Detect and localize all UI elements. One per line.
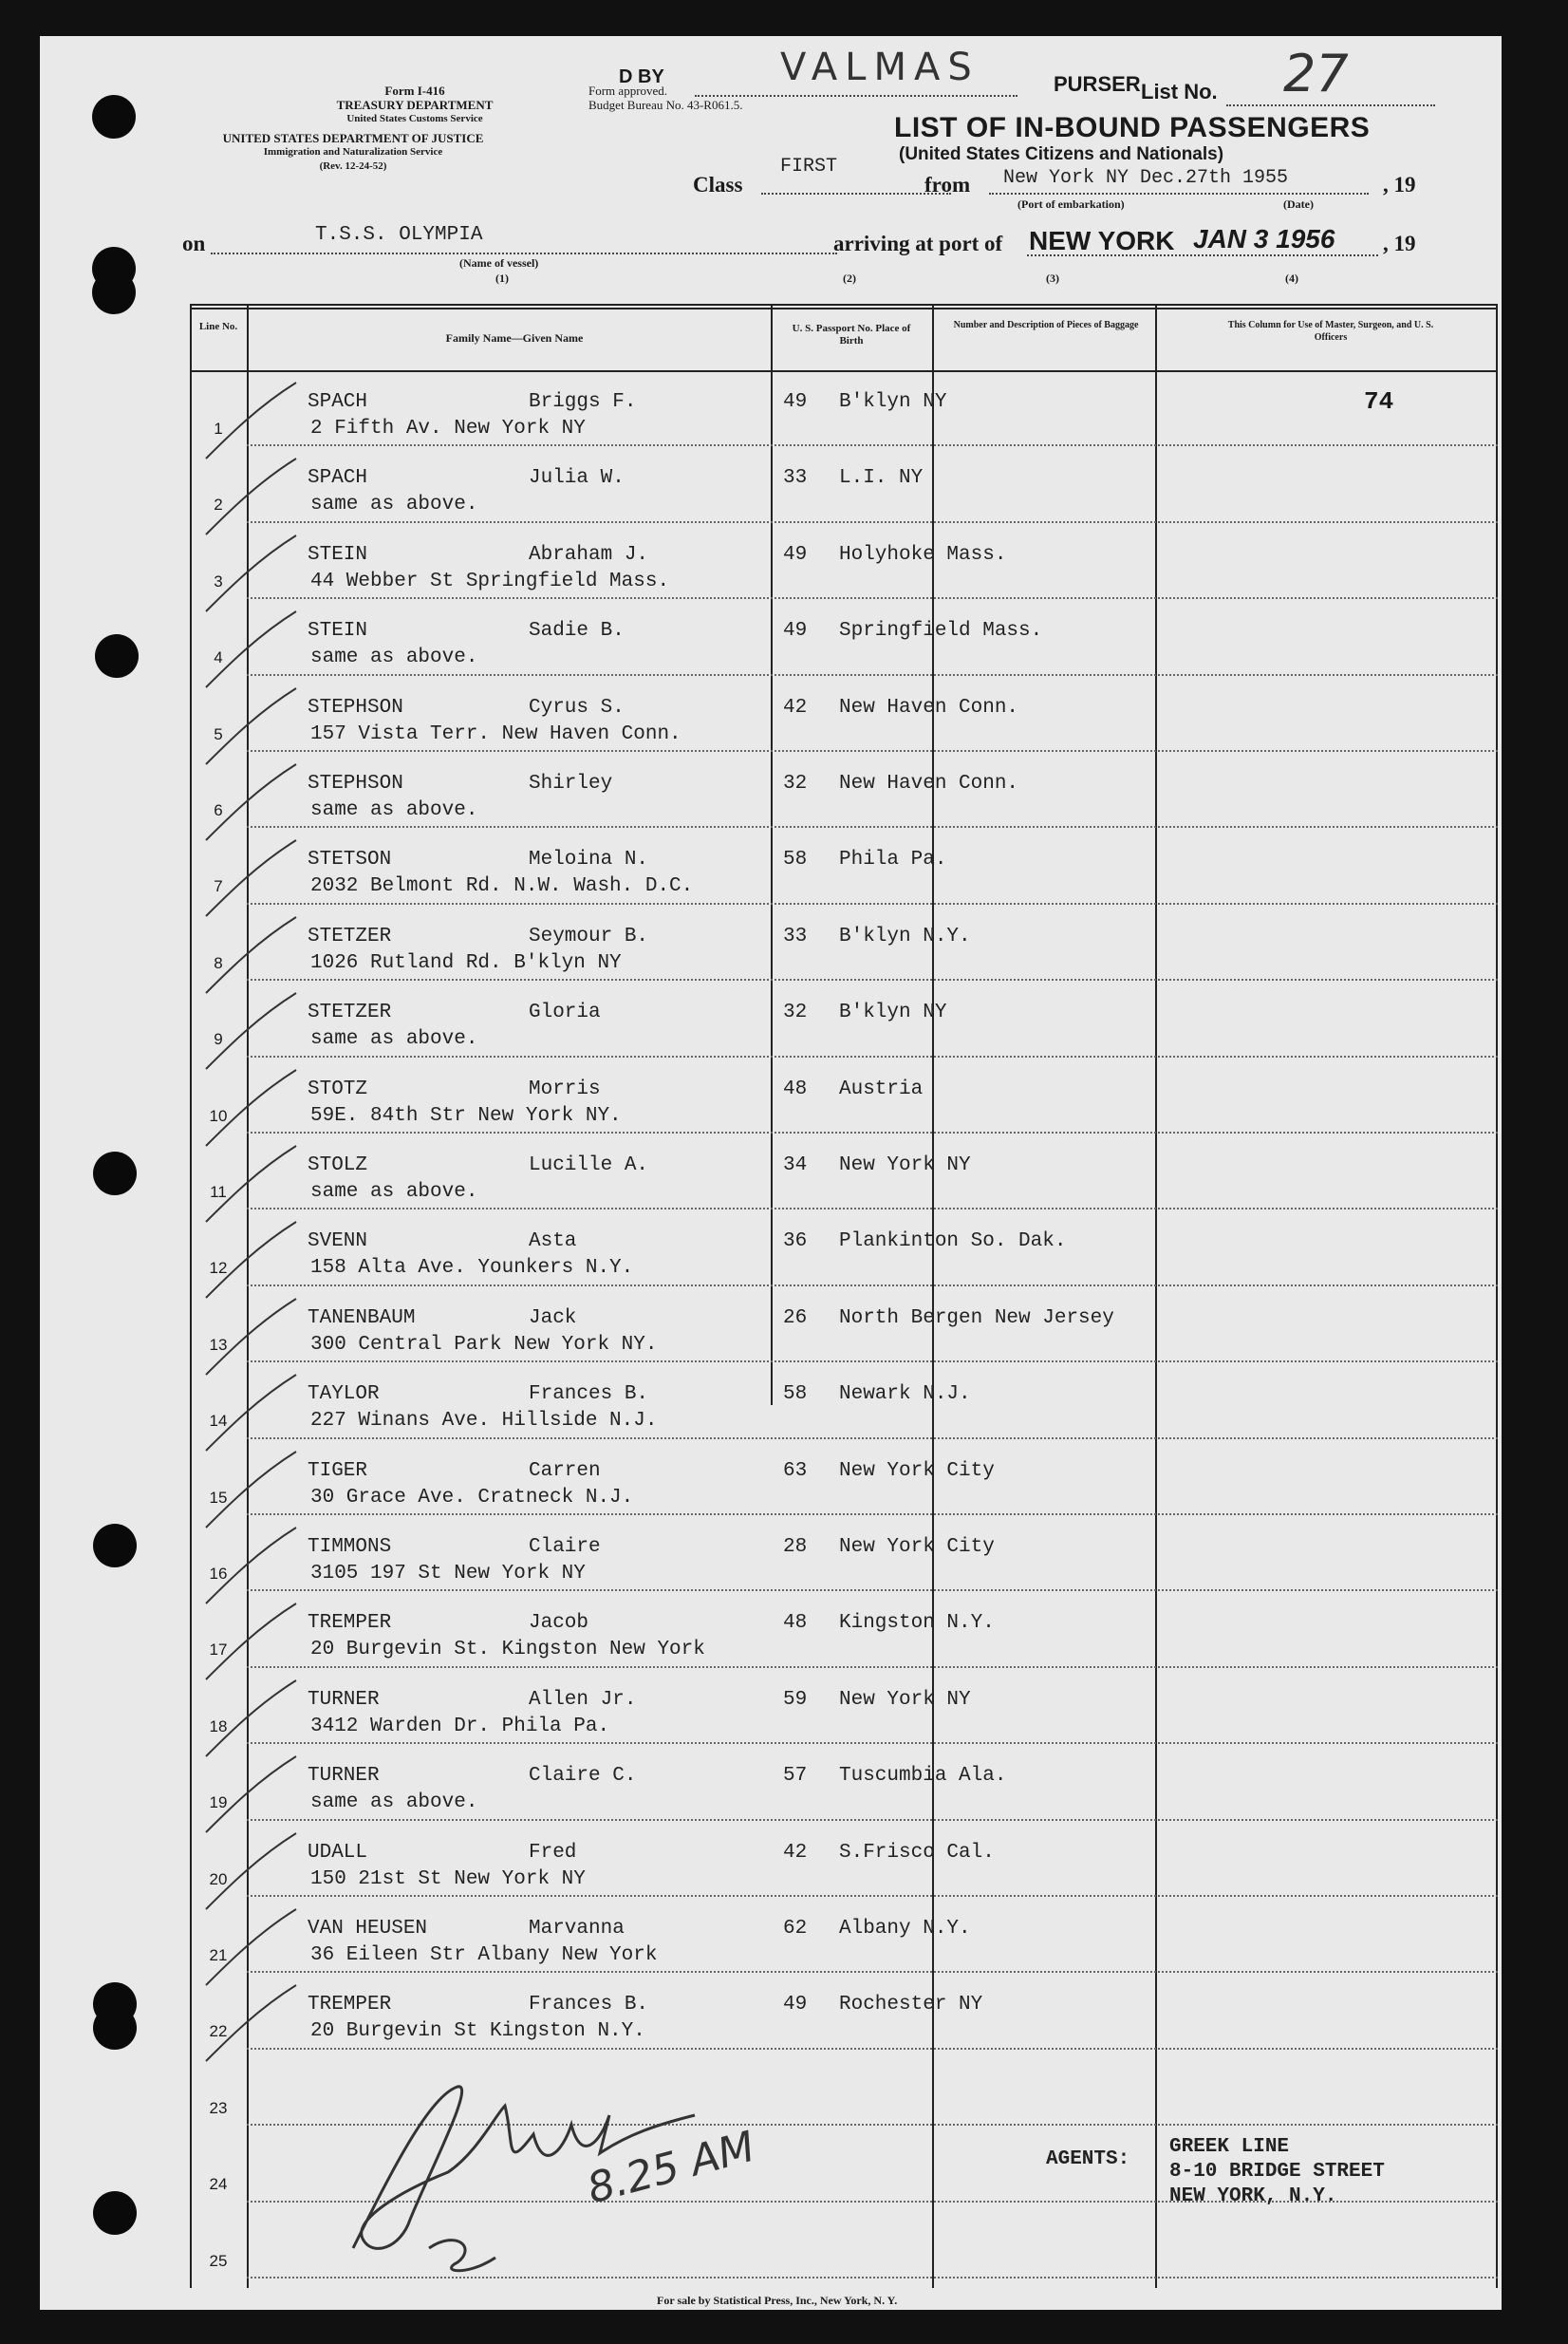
given-name: Carren xyxy=(529,1459,601,1482)
line-number: 24 xyxy=(209,2175,228,2194)
family-name: TAYLOR xyxy=(308,1383,380,1406)
row-rule xyxy=(247,1819,1498,1821)
place-of-birth: Plankinton So. Dak. xyxy=(839,1230,1067,1253)
col-marker-1: (1) xyxy=(495,272,509,285)
place-of-birth: New Haven Conn. xyxy=(839,773,1019,795)
page-title: LIST OF IN-BOUND PASSENGERS xyxy=(894,112,1371,143)
binder-hole xyxy=(92,95,136,139)
check-mark xyxy=(201,378,315,463)
family-name: TANENBAUM xyxy=(308,1306,416,1329)
place-of-birth: Rochester NY xyxy=(839,1994,983,2016)
manifest-page xyxy=(40,36,1502,2310)
check-mark xyxy=(201,1828,315,1914)
binder-hole xyxy=(93,2006,137,2050)
col-marker-3: (3) xyxy=(1046,272,1059,285)
given-name: Claire C. xyxy=(529,1765,637,1788)
passenger-age: 34 xyxy=(783,1154,808,1176)
budget-bureau: Budget Bureau No. 43-R061.5. xyxy=(588,98,743,112)
agents-line-1: GREEK LINE xyxy=(1169,2136,1290,2158)
class-label: Class xyxy=(693,173,743,197)
row-rule xyxy=(247,750,1498,752)
row-rule xyxy=(247,1742,1498,1744)
family-name: UDALL xyxy=(308,1841,368,1864)
embarkation-value: New York NY Dec.27th 1955 xyxy=(1003,167,1289,189)
treasury-department: TREASURY DEPARTMENT xyxy=(336,98,494,112)
given-name: Allen Jr. xyxy=(529,1688,637,1711)
passenger-age: 48 xyxy=(783,1078,808,1100)
vessel-value: T.S.S. OLYMPIA xyxy=(315,224,483,246)
col-marker-2: (2) xyxy=(843,272,856,285)
col-marker-4: (4) xyxy=(1285,272,1298,285)
place-of-birth: B'klyn NY xyxy=(839,391,947,413)
line-number: 15 xyxy=(209,1488,228,1507)
check-mark xyxy=(201,1904,315,1990)
place-of-birth: Holyhoke Mass. xyxy=(839,543,1007,566)
row-rule xyxy=(247,1208,1498,1210)
revision-date: (Rev. 12-24-52) xyxy=(319,160,387,172)
passenger-age: 33 xyxy=(783,467,808,490)
place-of-birth: North Bergen New Jersey xyxy=(839,1306,1114,1329)
line-number: 1 xyxy=(214,420,223,438)
line-number: 22 xyxy=(209,2022,228,2041)
line-number: 12 xyxy=(209,1259,228,1278)
given-name: Shirley xyxy=(529,773,613,795)
given-name: Seymour B. xyxy=(529,925,649,947)
line-number: 13 xyxy=(209,1335,228,1354)
check-mark xyxy=(201,454,315,539)
check-mark xyxy=(201,1447,315,1532)
given-name: Jack xyxy=(529,1306,577,1329)
passenger-address: same as above. xyxy=(310,1181,478,1203)
page-subtitle: (United States Citizens and Nationals) xyxy=(899,144,1224,164)
binder-hole xyxy=(93,1524,137,1567)
year-suffix-1: , 19 xyxy=(1383,173,1416,197)
family-name: SPACH xyxy=(308,391,368,413)
check-mark xyxy=(201,1217,315,1303)
given-name: Morris xyxy=(529,1078,601,1100)
check-mark xyxy=(201,912,315,998)
given-name: Julia W. xyxy=(529,467,625,490)
family-name: TURNER xyxy=(308,1688,380,1711)
row-rule xyxy=(247,979,1498,981)
given-name: Asta xyxy=(529,1230,577,1253)
row-rule xyxy=(247,674,1498,676)
passenger-address: 2032 Belmont Rd. N.W. Wash. D.C. xyxy=(310,875,694,898)
place-of-birth: New York City xyxy=(839,1536,995,1558)
place-of-birth: Newark N.J. xyxy=(839,1383,971,1406)
row-rule xyxy=(247,1971,1498,1973)
passenger-age: 48 xyxy=(783,1612,808,1635)
line-number: 14 xyxy=(209,1412,228,1431)
place-of-birth: S.Frisco Cal. xyxy=(839,1841,995,1864)
line-number: 7 xyxy=(214,877,223,896)
passenger-age: 42 xyxy=(783,1841,808,1864)
given-name: Abraham J. xyxy=(529,543,649,566)
passenger-address: 227 Winans Ave. Hillside N.J. xyxy=(310,1410,658,1433)
passenger-age: 42 xyxy=(783,696,808,719)
family-name: SPACH xyxy=(308,467,368,490)
family-name: STEIN xyxy=(308,543,368,566)
date-caption: (Date) xyxy=(1283,197,1314,211)
family-name: TIGER xyxy=(308,1459,368,1482)
arrival-port: NEW YORK xyxy=(1029,226,1175,255)
passenger-age: 49 xyxy=(783,543,808,566)
passenger-age: 57 xyxy=(783,1765,808,1788)
year-suffix-2: , 19 xyxy=(1383,232,1416,255)
family-name: STEPHSON xyxy=(308,696,403,719)
line-number: 25 xyxy=(209,2251,228,2270)
row-rule xyxy=(247,1895,1498,1897)
check-mark xyxy=(201,684,315,769)
passenger-age: 49 xyxy=(783,620,808,643)
binder-hole xyxy=(92,271,136,314)
check-mark xyxy=(201,1676,315,1761)
passenger-age: 63 xyxy=(783,1459,808,1482)
justice-info xyxy=(192,131,514,174)
row-rule xyxy=(247,1589,1498,1591)
row-rule xyxy=(247,521,1498,523)
given-name: Sadie B. xyxy=(529,620,625,643)
place-of-birth: Springfield Mass. xyxy=(839,620,1043,643)
family-name: STOLZ xyxy=(308,1154,368,1176)
passenger-age: 28 xyxy=(783,1536,808,1558)
prepared-by-label: D BY xyxy=(619,66,664,87)
passenger-age: 62 xyxy=(783,1918,808,1940)
passenger-address: same as above. xyxy=(310,1028,478,1051)
prepared-by-value: VALMAS xyxy=(780,46,980,89)
family-name: STETZER xyxy=(308,925,392,947)
binder-hole xyxy=(95,634,139,678)
passenger-age: 32 xyxy=(783,773,808,795)
place-of-birth: Kingston N.Y. xyxy=(839,1612,995,1635)
row-rule xyxy=(247,903,1498,905)
given-name: Marvanna xyxy=(529,1918,625,1940)
passenger-address: 2 Fifth Av. New York NY xyxy=(310,418,586,440)
passenger-address: same as above. xyxy=(310,1791,478,1814)
arrival-date: JAN 3 1956 xyxy=(1193,224,1335,253)
col-header-line-no: Line No. xyxy=(198,321,238,332)
check-mark xyxy=(201,531,315,616)
line-number: 21 xyxy=(209,1946,228,1964)
line-number: 8 xyxy=(214,953,223,972)
passenger-address: same as above. xyxy=(310,799,478,821)
passenger-age: 49 xyxy=(783,391,808,413)
agents-line-3: NEW YORK, N.Y. xyxy=(1169,2185,1337,2207)
passenger-address: 1026 Rutland Rd. B'klyn NY xyxy=(310,951,622,974)
given-name: Lucille A. xyxy=(529,1154,649,1176)
line-number: 20 xyxy=(209,1869,228,1888)
line-number: 17 xyxy=(209,1641,228,1660)
line-number: 11 xyxy=(210,1183,227,1201)
line-number: 3 xyxy=(214,572,223,591)
given-name: Gloria xyxy=(529,1002,601,1024)
given-name: Claire xyxy=(529,1536,601,1558)
check-mark xyxy=(201,835,315,921)
check-mark xyxy=(201,1294,315,1379)
line-number: 10 xyxy=(209,1106,228,1125)
place-of-birth: L.I. NY xyxy=(839,467,924,490)
customs-service: United States Customs Service xyxy=(346,113,483,124)
family-name: TREMPER xyxy=(308,1994,392,2016)
place-of-birth: Phila Pa. xyxy=(839,849,947,872)
col-header-passport: U. S. Passport No. Place of Birth xyxy=(792,323,911,347)
row-rule xyxy=(247,597,1498,599)
place-of-birth: New York NY xyxy=(839,1688,971,1711)
line-number: 2 xyxy=(214,496,223,515)
place-of-birth: B'klyn N.Y. xyxy=(839,925,971,947)
family-name: STEIN xyxy=(308,620,368,643)
ins-service: Immigration and Naturalization Service xyxy=(263,146,443,158)
passenger-age: 49 xyxy=(783,1994,808,2016)
justice-department: UNITED STATES DEPARTMENT OF JUSTICE xyxy=(222,131,484,145)
family-name: TURNER xyxy=(308,1765,380,1788)
signature-time: 8.25 AM xyxy=(582,2122,760,2214)
passenger-age: 58 xyxy=(783,1383,808,1406)
arriving-label: arriving at port of xyxy=(833,232,1003,255)
check-mark xyxy=(201,607,315,692)
agents-line-2: 8-10 BRIDGE STREET xyxy=(1169,2161,1385,2183)
from-label: from xyxy=(924,173,971,197)
passenger-address: 44 Webber St Springfield Mass. xyxy=(310,570,670,592)
line-number: 16 xyxy=(209,1565,228,1583)
family-name: VAN HEUSEN xyxy=(308,1918,428,1940)
family-name: STETSON xyxy=(308,849,392,872)
footer-printer: For sale by Statistical Press, Inc., New York, N. Y. xyxy=(657,2294,898,2307)
place-of-birth: Austria xyxy=(839,1078,924,1100)
row-rule xyxy=(247,1285,1498,1286)
form-number: Form I-416 xyxy=(384,84,445,98)
given-name: Fred xyxy=(529,1841,577,1864)
purser-label: PURSER xyxy=(1054,72,1141,96)
row-rule xyxy=(247,1056,1498,1058)
row-rule xyxy=(247,1132,1498,1134)
check-mark xyxy=(201,988,315,1074)
place-of-birth: B'klyn NY xyxy=(839,1002,947,1024)
list-no-label: List No. xyxy=(1141,80,1218,103)
passenger-address: 20 Burgevin St Kingston N.Y. xyxy=(310,2020,645,2043)
check-mark xyxy=(201,1141,315,1227)
passenger-age: 58 xyxy=(783,849,808,872)
list-no-value: 27 xyxy=(1283,44,1349,103)
official-count: 74 xyxy=(1364,387,1394,416)
check-mark xyxy=(201,1523,315,1608)
check-mark xyxy=(201,1065,315,1151)
passenger-address: 150 21st St New York NY xyxy=(310,1867,586,1890)
passenger-address: 158 Alta Ave. Younkers N.Y. xyxy=(310,1257,634,1280)
line-number: 23 xyxy=(209,2098,228,2117)
col-header-baggage: Number and Description of Pieces of Baggage xyxy=(953,320,1139,330)
family-name: STEPHSON xyxy=(308,773,403,795)
passenger-age: 32 xyxy=(783,1002,808,1024)
place-of-birth: Tuscumbia Ala. xyxy=(839,1765,1007,1788)
agents-label: AGENTS: xyxy=(1046,2148,1130,2170)
line-number: 6 xyxy=(214,801,223,819)
check-mark xyxy=(201,1599,315,1684)
family-name: TIMMONS xyxy=(308,1536,392,1558)
given-name: Frances B. xyxy=(529,1383,649,1406)
place-of-birth: New York NY xyxy=(839,1154,971,1176)
given-name: Cyrus S. xyxy=(529,696,625,719)
line-number: 5 xyxy=(214,724,223,743)
row-rule xyxy=(247,1437,1498,1439)
family-name: TREMPER xyxy=(308,1612,392,1635)
place-of-birth: New Haven Conn. xyxy=(839,696,1019,719)
row-rule xyxy=(247,1360,1498,1362)
passenger-address: 3105 197 St New York NY xyxy=(310,1563,586,1585)
line-number: 19 xyxy=(209,1793,228,1812)
given-name: Meloina N. xyxy=(529,849,649,872)
class-value: FIRST xyxy=(780,156,838,178)
line-number: 18 xyxy=(209,1716,228,1735)
family-name: STETZER xyxy=(308,1002,392,1024)
line-number: 4 xyxy=(214,648,223,667)
col-header-official: This Column for Use of Master, Surgeon, and U. S. Officers xyxy=(1227,320,1434,343)
family-name: STOTZ xyxy=(308,1078,368,1100)
row-rule xyxy=(247,826,1498,828)
row-rule xyxy=(247,1666,1498,1668)
line-number: 9 xyxy=(214,1030,223,1049)
given-name: Frances B. xyxy=(529,1994,649,2016)
check-mark xyxy=(201,759,315,845)
place-of-birth: Albany N.Y. xyxy=(839,1918,971,1940)
place-of-birth: New York City xyxy=(839,1459,995,1482)
passenger-address: 30 Grace Ave. Cratneck N.J. xyxy=(310,1486,634,1509)
check-mark xyxy=(201,1370,315,1455)
row-rule xyxy=(247,1513,1498,1515)
row-rule xyxy=(247,2048,1498,2050)
passenger-address: 157 Vista Terr. New Haven Conn. xyxy=(310,722,681,745)
passenger-age: 59 xyxy=(783,1688,808,1711)
passenger-age: 33 xyxy=(783,925,808,947)
row-rule xyxy=(247,444,1498,446)
port-caption: (Port of embarkation) xyxy=(1017,197,1125,211)
form-approved: Form approved. xyxy=(588,84,668,98)
family-name: SVENN xyxy=(308,1230,368,1253)
row-rule xyxy=(247,2277,1498,2278)
passenger-address: 300 Central Park New York NY. xyxy=(310,1333,658,1356)
passenger-address: same as above. xyxy=(310,494,478,516)
form-info xyxy=(325,84,505,126)
passenger-address: same as above. xyxy=(310,647,478,669)
check-mark xyxy=(201,1752,315,1837)
passenger-address: 59E. 84th Str New York NY. xyxy=(310,1104,622,1127)
passenger-age: 36 xyxy=(783,1230,808,1253)
given-name: Briggs F. xyxy=(529,391,637,413)
check-mark xyxy=(201,1980,315,2066)
passenger-address: 3412 Warden Dr. Phila Pa. xyxy=(310,1715,610,1737)
passenger-age: 26 xyxy=(783,1306,808,1329)
given-name: Jacob xyxy=(529,1612,589,1635)
passenger-address: 20 Burgevin St. Kingston New York xyxy=(310,1639,705,1661)
on-label: on xyxy=(182,232,206,255)
passenger-address: 36 Eileen Str Albany New York xyxy=(310,1944,658,1966)
binder-hole xyxy=(93,1152,137,1195)
vessel-caption: (Name of vessel) xyxy=(459,256,539,270)
col-header-name: Family Name—Given Name xyxy=(445,331,584,345)
binder-hole xyxy=(93,2191,137,2235)
